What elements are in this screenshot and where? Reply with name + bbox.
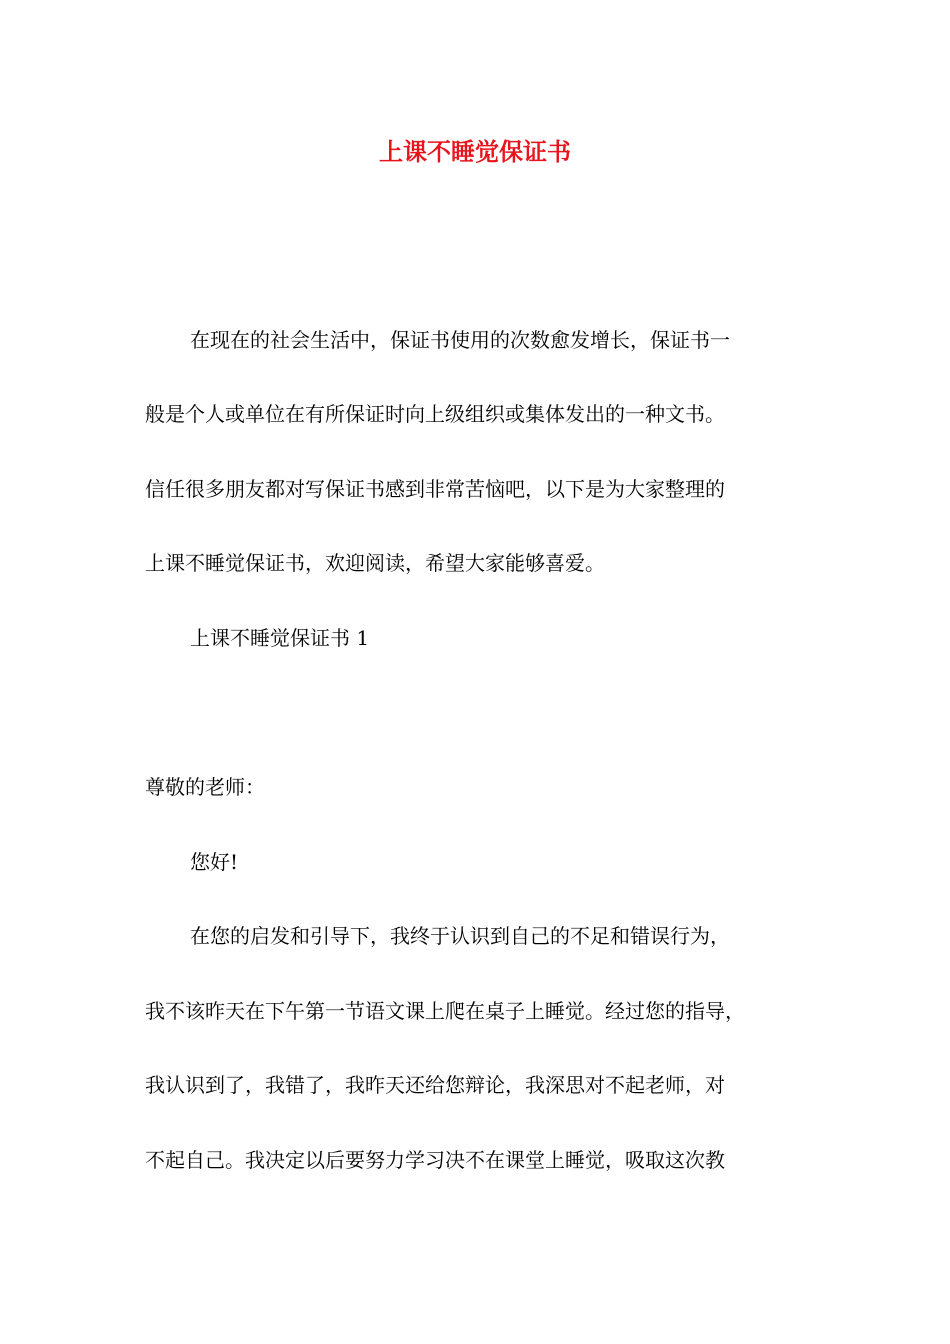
paragraph-line: 我不该昨天在下午第一节语文课上爬在桌子上睡觉。经过您的指导， bbox=[145, 999, 745, 1023]
greeting: 您好! bbox=[190, 850, 239, 874]
paragraph-line: 上课不睡觉保证书，欢迎阅读，希望大家能够喜爱。 bbox=[145, 551, 605, 575]
paragraph-line: 不起自己。我决定以后要努力学习决不在课堂上睡觉，吸取这次教 bbox=[145, 1148, 725, 1172]
paragraph-line: 我认识到了，我错了，我昨天还给您辩论，我深思对不起老师，对 bbox=[145, 1073, 725, 1097]
paragraph-line: 般是个人或单位在有所保证时向上级组织或集体发出的一种文书。 bbox=[145, 402, 725, 426]
paragraph-line: 在您的启发和引导下，我终于认识到自己的不足和错误行为， bbox=[190, 924, 730, 948]
salutation: 尊敬的老师： bbox=[145, 775, 265, 799]
paragraph-line: 信任很多朋友都对写保证书感到非常苦恼吧，以下是为大家整理的 bbox=[145, 477, 725, 501]
section-heading: 上课不睡觉保证书 1 bbox=[190, 626, 370, 650]
document-title: 上课不睡觉保证书 bbox=[379, 138, 571, 166]
paragraph-line: 在现在的社会生活中，保证书使用的次数愈发增长，保证书一 bbox=[190, 328, 730, 352]
